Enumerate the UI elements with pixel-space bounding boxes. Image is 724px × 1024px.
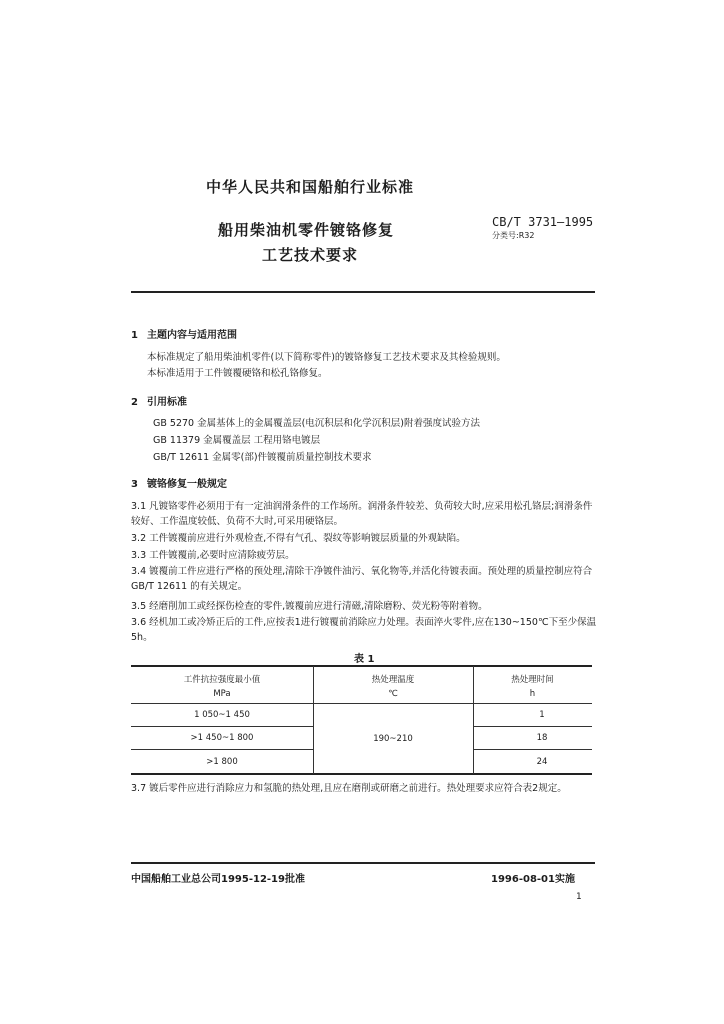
header-unit: ℃: [388, 689, 398, 699]
footer-divider: [131, 862, 595, 864]
table-header-rule: [131, 703, 592, 704]
section-2-number: 2: [131, 397, 138, 408]
table-cell-time: 1: [539, 710, 545, 720]
table-row-rule: [131, 726, 313, 727]
header-unit: h: [529, 689, 536, 699]
clause-3-4: 3.4 镀覆前工件应进行严格的预处理,清除干净镀件油污、氧化物等,并活化待镀表面。预处理的质量控制应符合 GB/T 12611 的有关规定。: [131, 566, 593, 592]
header-label: 热处理温度: [371, 675, 415, 685]
header-label: 热处理时间: [511, 675, 554, 685]
table-cell-time: 24: [536, 757, 548, 767]
table-header-temperature: [313, 673, 473, 699]
header-divider: [131, 291, 595, 293]
clause-3-6: 3.6 经机加工或冷矫正后的工件,应按表1进行镀覆前消除应力处理。表面淬火零件,应在130~150℃下至少保温5h。: [131, 617, 597, 643]
table-bottom-rule: [131, 773, 592, 775]
section-1-number: 1: [131, 330, 138, 341]
section-1-para-2: 本标准适用于工件镀覆硬铬和松孔铬修复。: [147, 368, 328, 379]
table-cell-time: 18: [536, 733, 548, 743]
table-row-rule: [131, 749, 313, 750]
document-title-line2: 工艺技术要求: [262, 246, 359, 264]
table-row-rule: [473, 749, 592, 750]
reference-standard-item: GB/T 12611 金属零(部)件镀覆前质量控制技术要求: [153, 452, 372, 463]
section-1-heading: [131, 326, 237, 341]
effective-date: 1996-08-01实施: [491, 874, 575, 885]
reference-standard-item: GB 11379 金属覆盖层 工程用铬电镀层: [153, 435, 321, 446]
table-header-time: [473, 673, 592, 699]
section-3-number: 3: [131, 479, 138, 490]
header-unit: MPa: [213, 689, 231, 699]
publisher-approval: 中国船舶工业总公司1995-12-19批准: [131, 874, 305, 885]
table-top-rule: [131, 665, 592, 667]
table-row-rule: [473, 726, 592, 727]
section-3-heading: [131, 475, 227, 490]
reference-standard-item: GB 5270 金属基体上的金属覆盖层(电沉积层和化学沉积层)附着强度试验方法: [153, 418, 481, 429]
table-cell-temperature: 190~210: [373, 734, 413, 744]
section-1-para-1: 本标准规定了船用柴油机零件(以下简称零件)的镀铬修复工艺技术要求及其检验规则。: [147, 352, 506, 363]
clause-3-5: 3.5 经磨削加工或经探伤检查的零件,镀覆前应进行清磁,清除磨粉、荧光粉等附着物。: [131, 601, 488, 612]
classification-code: 分类号:R32: [492, 231, 535, 240]
section-2-heading: [131, 393, 187, 408]
clause-3-3: 3.3 工件镀覆前,必要时应清除疲劳层。: [131, 550, 295, 561]
table-cell-strength: >1 800: [206, 757, 238, 767]
page-number: 1: [576, 892, 582, 902]
header-label: 工件抗拉强度最小值: [183, 675, 261, 685]
table-cell-strength: 1 050~1 450: [194, 710, 250, 720]
clause-3-2: 3.2 工件镀覆前应进行外观检查,不得有气孔、裂纹等影响镀层质量的外观缺陷。: [131, 533, 466, 544]
table-header-strength: [131, 673, 313, 699]
section-3-title: 镀铬修复一般规定: [147, 479, 227, 490]
section-2-title: 引用标准: [147, 397, 187, 408]
clause-3-7: 3.7 镀后零件应进行消除应力和氢脆的热处理,且应在磨削或研磨之前进行。热处理要求应符合表2规定。: [131, 783, 567, 794]
table-1-caption: 表 1: [354, 654, 375, 665]
clause-3-1: 3.1 凡镀铬零件必须用于有一定油润滑条件的工作场所。润滑条件较差、负荷较大时,应采用松孔铬层;润滑条件较好、工作温度较低、负荷不大时,可采用硬铬层。: [131, 501, 593, 527]
standard-category-title: 中华人民共和国船舶行业标准: [206, 178, 415, 196]
standard-code: CB/T 3731—1995: [492, 215, 594, 229]
document-title-line1: 船用柴油机零件镀铬修复: [218, 221, 395, 239]
table-cell-strength: >1 450~1 800: [190, 733, 254, 743]
section-1-title: 主题内容与适用范围: [147, 330, 237, 341]
